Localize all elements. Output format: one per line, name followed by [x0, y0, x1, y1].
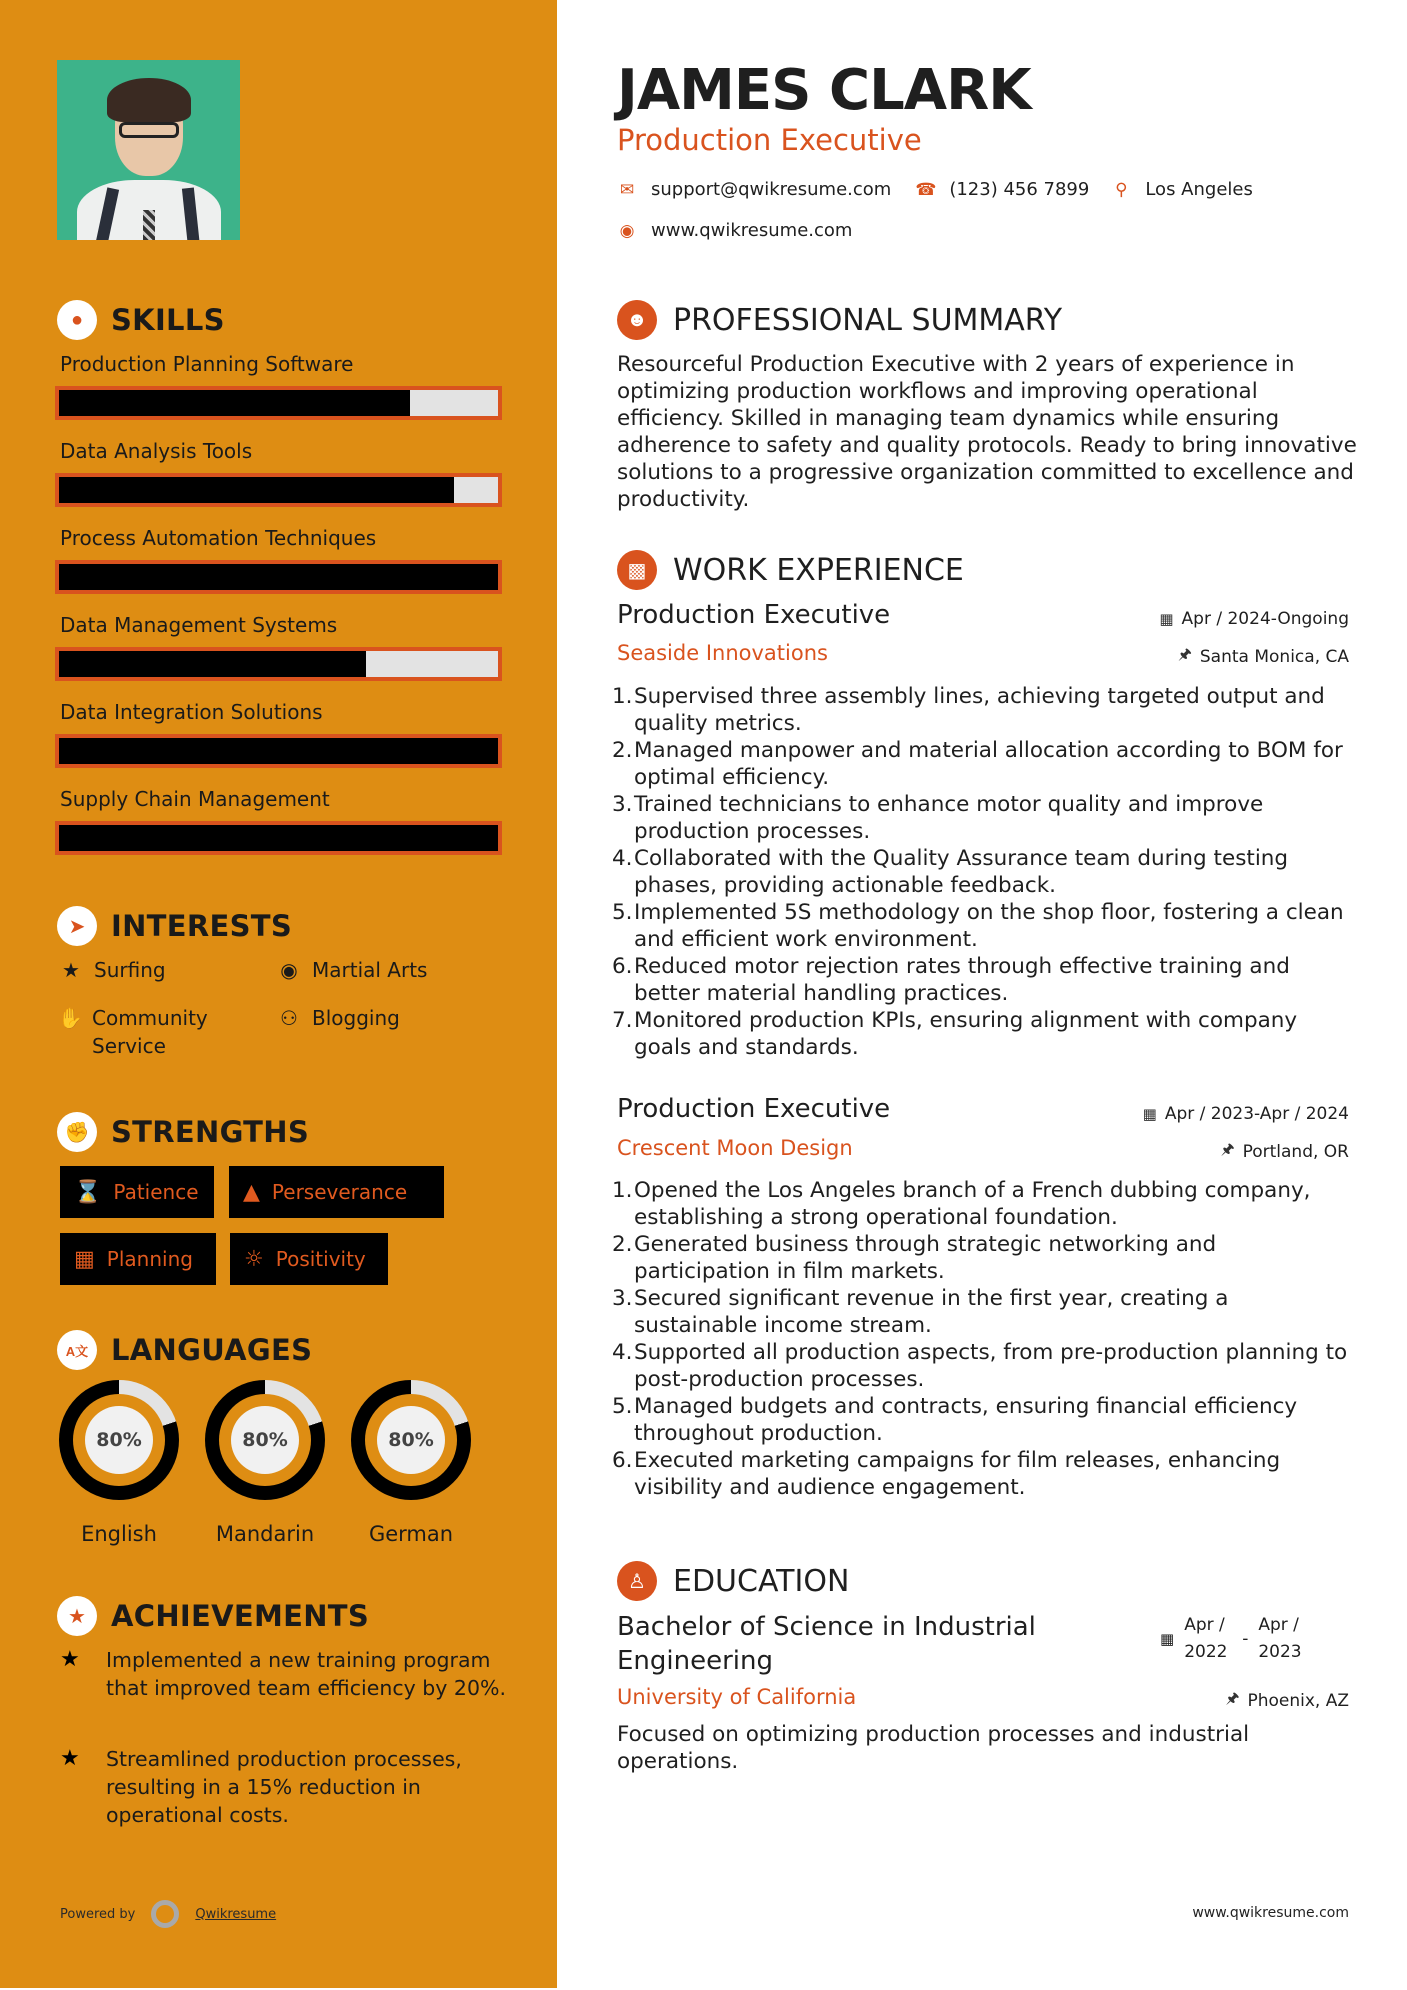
contact-row: [617, 179, 1253, 200]
qwikresume-logo-icon: [151, 1900, 179, 1928]
language-item: 80% Mandarin: [205, 1380, 325, 1546]
footer-website[interactable]: www.qwikresume.com: [1192, 1905, 1349, 1921]
sun-icon: ☼: [244, 1246, 264, 1272]
job-bullet: 3. Secured significant revenue in the first year, creating a sustainable income stream.: [612, 1286, 1229, 1338]
job-dates: ▦ Apr / 2023-Apr / 2024: [1142, 1104, 1349, 1124]
language-item: 80% German: [351, 1380, 471, 1546]
degree-title: Bachelor of Science in Industrial Engineering: [617, 1612, 1036, 1676]
job-location: 🖈 Portland, OR: [1221, 1139, 1349, 1164]
education-heading: ♙ EDUCATION: [617, 1561, 849, 1601]
job-bullet: 2. Managed manpower and material allocation according to BOM for optimal efficiency.: [612, 738, 1343, 790]
user-icon: ☻: [617, 300, 657, 340]
skill-label: Production Planning Software: [60, 352, 354, 376]
skill-label: Data Analysis Tools: [60, 439, 253, 463]
email-link[interactable]: support@qwikresume.com: [651, 179, 892, 200]
website-link[interactable]: www.qwikresume.com: [651, 220, 853, 241]
education-location: 🖈 Phoenix, AZ: [1226, 1688, 1349, 1713]
calendar-icon: ▦: [1159, 610, 1174, 628]
job-title: Production Executive: [617, 1094, 891, 1124]
skill-bar: [55, 647, 502, 681]
company-name: Crescent Moon Design: [617, 1136, 853, 1160]
education-dates: ▦ Apr / 2022 - Apr / 2023: [1160, 1615, 1302, 1662]
interest-item: ⚇ Blogging: [278, 1004, 400, 1032]
job-dates: ▦ Apr / 2024-Ongoing: [1159, 609, 1349, 629]
achievements-heading: ★ ACHIEVEMENTS: [57, 1596, 369, 1636]
job-bullet: 4. Collaborated with the Quality Assurance team during testing phases, providing actionable feedback.: [612, 846, 1289, 898]
fist-icon: ✊: [57, 1112, 97, 1152]
road-icon: ▲: [243, 1179, 260, 1205]
skill-label: Supply Chain Management: [60, 787, 330, 811]
skill-bar-fill: [59, 738, 498, 764]
job-bullet: 6. Reduced motor rejection rates through effective training and better material handling practices.: [612, 954, 1290, 1006]
strength-badge: ☼ Positivity: [230, 1233, 388, 1285]
calendar-icon: ▦: [1160, 1629, 1175, 1648]
strength-badge: ▦ Planning: [60, 1233, 216, 1285]
education-description: Focused on optimizing production processes and industrial operations.: [617, 1722, 1250, 1774]
calendar-icon: ▦: [1142, 1105, 1157, 1123]
skill-bar-fill: [59, 825, 498, 851]
summary-text: Resourceful Production Executive with 2 years of experience in optimizing production workflows and improving operational efficiency. Skilled in managing team dynamics while ensuring adherence to safety and quality protocols. Ready to bring innovative solutions to a progressive organization committed to excellence and productivity.: [617, 352, 1357, 512]
pushpin-icon: 🖈: [1178, 645, 1192, 663]
skill-label: Process Automation Techniques: [60, 526, 377, 550]
qwikresume-link[interactable]: Qwikresume: [195, 1906, 277, 1922]
language-ring: 80%: [59, 1380, 179, 1500]
achievement-item: ★ Implemented a new training program that improved team efficiency by 20%.: [60, 1647, 506, 1700]
skill-bar-fill: [59, 564, 498, 590]
location-text: Los Angeles: [1145, 179, 1253, 200]
skill-bar: [55, 473, 502, 507]
powered-by: Powered by Qwikresume: [60, 1900, 276, 1928]
phone-icon: ☎: [915, 179, 937, 200]
skills-heading: ● SKILLS: [57, 300, 225, 340]
skill-bar: [55, 386, 502, 420]
website-row: [617, 220, 852, 241]
strengths-heading: ✊ STRENGTHS: [57, 1112, 309, 1152]
language-ring: 80%: [205, 1380, 325, 1500]
strength-badge: ⌛ Patience: [60, 1166, 214, 1218]
achievement-item: ★ Streamlined production processes, resulting in a 15% reduction in operational costs.: [60, 1746, 462, 1827]
globe-icon: ◉: [280, 958, 298, 982]
summary-heading: ☻ PROFESSIONAL SUMMARY: [617, 300, 1062, 340]
phone-number: (123) 456 7899: [949, 179, 1090, 200]
skill-bar: [55, 734, 502, 768]
skill-label: Data Integration Solutions: [60, 700, 323, 724]
star-icon: ★: [62, 958, 80, 982]
shooting-star-icon: ★: [60, 1746, 80, 1771]
skill-bar-fill: [59, 390, 410, 416]
interest-item: ◉ Martial Arts: [278, 956, 427, 984]
pushpin-icon: 🖈: [1220, 1140, 1235, 1158]
job-bullets: [612, 683, 1357, 1061]
company-name: Seaside Innovations: [617, 641, 828, 665]
envelope-icon: ✉: [619, 179, 635, 200]
candidate-name: JAMES CLARK: [617, 58, 1031, 123]
office-chair-icon: ▩: [617, 550, 657, 590]
translate-icon: A文: [57, 1330, 97, 1370]
job-bullet: 5. Implemented 5S methodology on the shop floor, fostering a clean and efficient work environment.: [612, 900, 1344, 952]
hourglass-icon: ⌛: [74, 1179, 102, 1205]
languages-heading: A文 LANGUAGES: [57, 1330, 312, 1370]
job-bullet: 6. Executed marketing campaigns for film releases, enhancing visibility and audience engagement.: [612, 1448, 1281, 1500]
job-title: Production Executive: [617, 600, 891, 630]
job-bullet: 2. Generated business through strategic networking and participation in film markets.: [612, 1232, 1217, 1284]
map-marker-icon: ⚲: [1115, 179, 1128, 200]
job-bullets: [612, 1177, 1357, 1501]
pushpin-icon: 🖈: [1225, 1689, 1240, 1707]
job-bullet: 1. Opened the Los Angeles branch of a French dubbing company, establishing a strong operational foundation.: [612, 1178, 1311, 1230]
skill-bar-fill: [59, 651, 366, 677]
job-bullet: 3. Trained technicians to enhance motor quality and improve production processes.: [612, 792, 1264, 844]
interest-item: ★ Surfing: [60, 956, 166, 984]
job-location: 🖈 Santa Monica, CA: [1178, 644, 1349, 669]
skill-label: Data Management Systems: [60, 613, 338, 637]
profile-photo: [57, 60, 240, 240]
skill-bar: [55, 821, 502, 855]
job-bullet: 7. Monitored production KPIs, ensuring alignment with company goals and standards.: [612, 1008, 1298, 1060]
hand-icon: ✋: [58, 1006, 83, 1030]
shooting-star-icon: ★: [60, 1647, 80, 1672]
skill-bar: [55, 560, 502, 594]
award-star-icon: ★: [57, 1596, 97, 1636]
job-bullet: 5. Managed budgets and contracts, ensuring financial efficiency throughout production.: [612, 1394, 1298, 1446]
job-bullet: 4. Supported all production aspects, from pre-production planning to post-production processes.: [612, 1340, 1348, 1392]
users-icon: ⚇: [280, 1006, 298, 1030]
sidebar: [0, 0, 557, 1988]
calendar-icon: ▦: [74, 1246, 95, 1272]
strength-badge: ▲ Perseverance: [229, 1166, 444, 1218]
work-experience-heading: ▩ WORK EXPERIENCE: [617, 550, 964, 590]
language-ring: 80%: [351, 1380, 471, 1500]
skill-bar-fill: [59, 477, 454, 503]
interests-heading: ➤ INTERESTS: [57, 906, 292, 946]
candidate-title: Production Executive: [617, 123, 922, 157]
graduate-icon: ♙: [617, 1561, 657, 1601]
job-bullet: 1. Supervised three assembly lines, achieving targeted output and quality metrics.: [612, 684, 1325, 736]
paper-plane-icon: ➤: [57, 906, 97, 946]
language-item: 80% English: [59, 1380, 179, 1546]
lightbulb-icon: ●: [57, 300, 97, 340]
globe-icon: ◉: [619, 220, 635, 241]
school-name: University of California: [617, 1685, 857, 1709]
interest-item: ✋ Community Service: [58, 1006, 208, 1058]
